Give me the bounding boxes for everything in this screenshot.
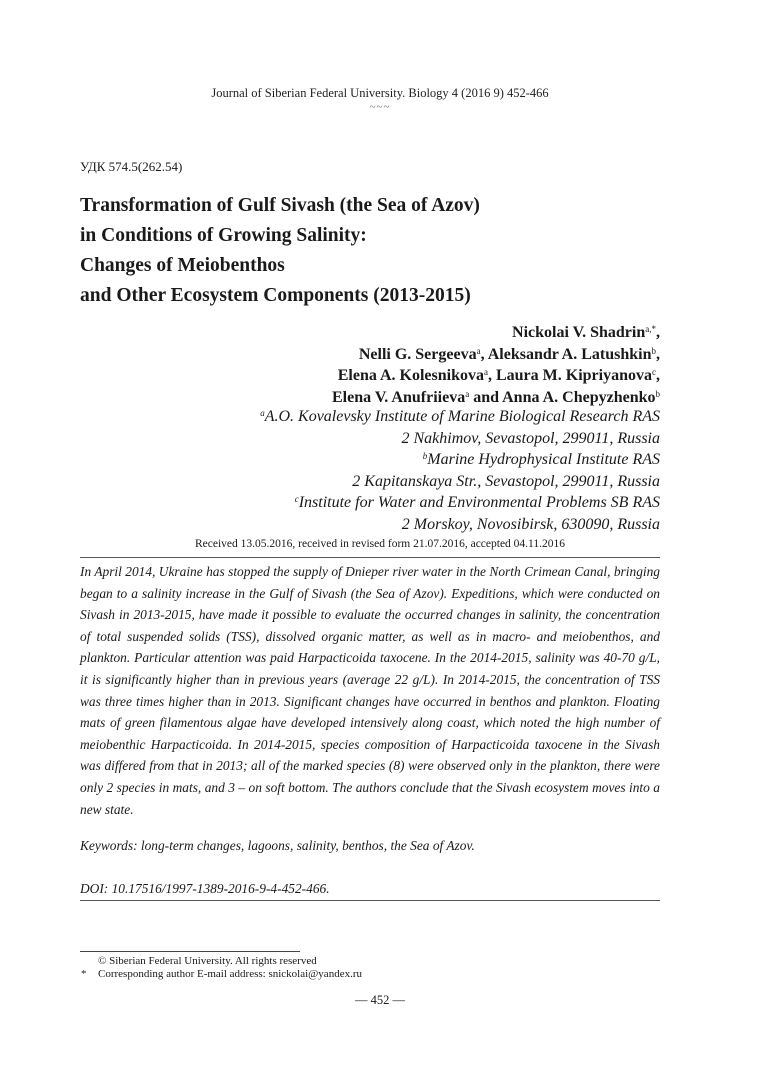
affiliation-name: $^a$A.O. Kovalevsky Institute of Marine Biological Research RAS — [260, 408, 660, 425]
author-affil-mark: a — [483, 367, 488, 377]
author-affil-mark: b — [651, 345, 656, 356]
paper-title — [80, 191, 480, 311]
title-line: and Other Ecosystem Components (2013-2015) — [80, 285, 471, 306]
affiliations — [260, 406, 660, 535]
affiliation-address: 2 Morskoy, Novosibirsk, 630090, Russia — [401, 515, 660, 533]
author-name: Laura M. Kipriyanova — [495, 367, 652, 384]
author-affil-mark: a,* — [645, 324, 656, 334]
author-line: Elena V. Anufriieva$^a$ and Anna A. Chepyzhenko$^b$ — [331, 388, 660, 406]
author-line: Nickolai V. Shadrin$^{a,*}$, — [512, 324, 660, 341]
author-name: Aleksandr A. Latushkin — [487, 345, 652, 363]
title-line: in Conditions of Growing Salinity: — [80, 225, 367, 246]
received-dates: Received 13.05.2016, received in revised form 21.07.2016, accepted 04.11.2016 — [194, 538, 566, 550]
udk-code: УДК 574.5(262.54) — [80, 159, 183, 174]
affiliation-name: $^b$Marine Hydrophysical Institute RAS — [422, 451, 660, 468]
affiliation-address: 2 Kapitanskaya Str., Sevastopol, 299011, Russia — [352, 472, 660, 490]
author-line: Elena A. Kolesnikova$^a$, Laura M. Kipriyanova$^c$, — [337, 367, 660, 384]
footnote-asterisk: * — [81, 968, 87, 980]
abstract-bottom-rule — [80, 900, 660, 901]
affiliation-name: $^c$Institute for Water and Environmental Problems SB RAS — [294, 494, 660, 511]
author-affil-mark: c — [652, 367, 656, 377]
keywords: Keywords: long-term changes, lagoons, salinity, benthos, the Sea of Azov. — [80, 838, 475, 853]
author-name: Anna A. Chepyzhenko — [502, 388, 656, 406]
author-affil-mark: b — [655, 388, 660, 399]
doi-link[interactable]: DOI: 10.17516/1997-1389-2016-9-4-452-466. — [80, 881, 330, 896]
abstract: In April 2014, Ukraine has stopped the supply of Dnieper river water in the North Crimean Canal, bringing began to a salinity increase in the Gulf of Sivash (the Sea of Azov). Expeditions, which were conducted on Sivash in 2013-2015, have made it possible to evaluate the occurred changes in salinity, the concentration of total suspended solids (TSS), dissolved organic matter, as well as in macro- and meiobenthos, and plankton. Particular attention was paid Harpacticoida taxocene. In the 2014-2015, salinity was 40-70 g/L, it is significantly higher than in previous years (average 22 g/L). In 2014-2015, the concentration of TSS was three times higher than in 2013. Significant changes have occurred in benthos and plankton. Floating mats of green filamentous algae have developed intensively along coast, which noted the high number of meiobenthic Harpacticoida. In 2014-2015, species composition of Harpacticoida taxocene in the Sivash was differed from that in 2013; all of the marked species (8) were observed only in the plankton, there were only 2 species in mats, and 3 – on soft bottom. The authors conclude that the Sivash ecosystem moves into a new state. — [80, 564, 660, 817]
author-list — [332, 322, 660, 408]
title-line: Changes of Meiobenthos — [80, 255, 285, 276]
author-name: Elena V. Anufriieva — [331, 388, 466, 406]
footnote-rule — [80, 951, 300, 952]
author-line: Nelli G. Sergeeva$^a$, Aleksandr A. Latushkin$^b$, — [358, 345, 660, 363]
author-affil-mark: a — [465, 388, 470, 399]
author-name: Elena A. Kolesnikova — [337, 367, 484, 384]
abstract-top-rule — [80, 557, 660, 558]
running-head: Journal of Siberian Federal University. Biology 4 (2016 9) 452-466 — [211, 86, 549, 100]
title-line: Transformation of Gulf Sivash (the Sea of Azov) — [80, 195, 480, 216]
affiliation-address: 2 Nakhimov, Sevastopol, 299011, Russia — [401, 429, 660, 447]
corresponding-author-note: Corresponding author E-mail address: snickolai@yandex.ru — [98, 968, 362, 980]
page-number: — 452 — — [355, 993, 405, 1007]
author-affil-mark: a — [476, 345, 481, 356]
author-name: Nelli G. Sergeeva — [358, 345, 477, 363]
copyright-note: © Siberian Federal University. All rights reserved — [98, 955, 317, 967]
header-ornament: ~~~ — [369, 101, 391, 113]
author-name: Nickolai V. Shadrin — [512, 324, 646, 341]
